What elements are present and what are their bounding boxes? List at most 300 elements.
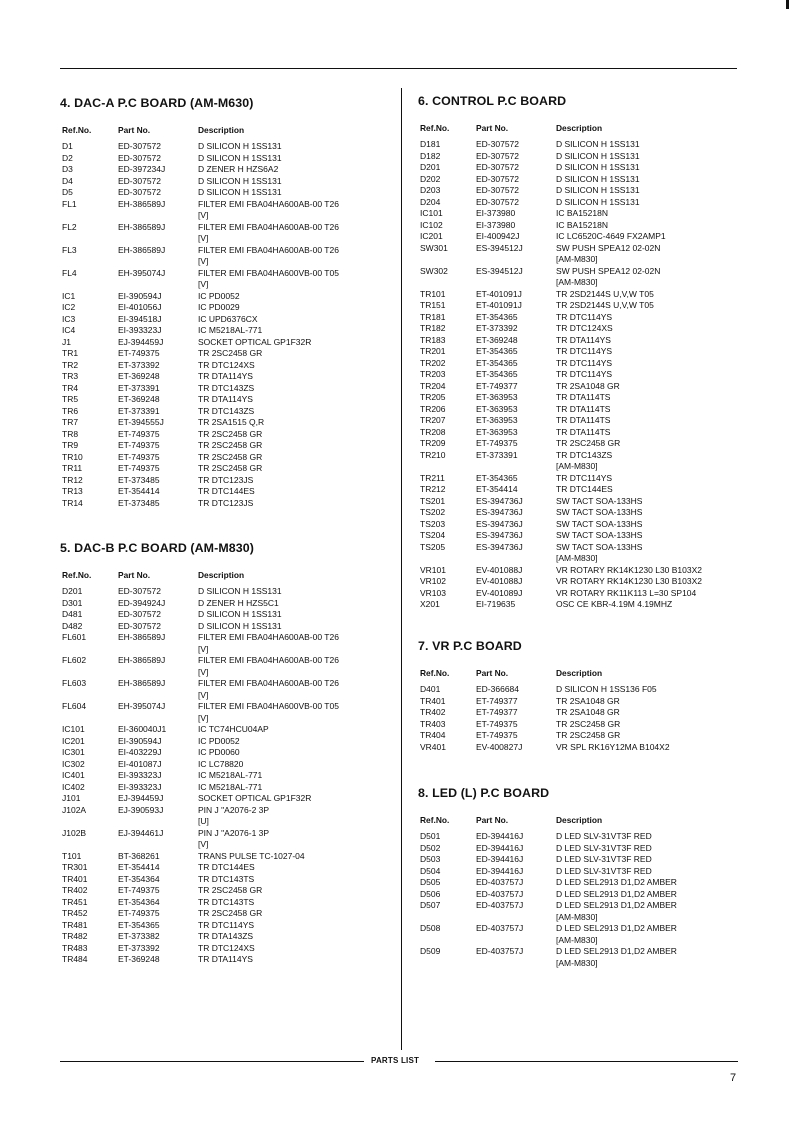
table-row [60, 325, 390, 337]
table-row-continuation [60, 690, 390, 702]
part-cell: ET-354365 [476, 311, 518, 322]
part-cell: EI-400942J [476, 231, 520, 241]
ref-cell: TR402 [62, 885, 88, 895]
table-row-continuation [60, 256, 390, 268]
col-desc-header: Description [556, 123, 603, 133]
table-row-continuation [60, 210, 390, 222]
table-row-continuation [60, 233, 390, 245]
col-ref-header: Ref.No. [62, 125, 92, 135]
part-cell: ET-363953 [476, 415, 518, 425]
description-cell: TR 2SC2458 GR [556, 730, 621, 740]
ref-cell: TR14 [62, 497, 83, 508]
ref-cell: TR451 [62, 896, 88, 907]
table-header [418, 123, 758, 134]
description-cell: IC BA15218N [556, 219, 608, 230]
ref-cell: TR151 [420, 300, 446, 310]
table-row [418, 415, 758, 427]
part-cell: ET-749375 [476, 730, 518, 740]
description-cell: SW PUSH SPEA12 02-02N [556, 242, 661, 253]
table-row [418, 831, 758, 843]
part-cell: EJ-394461J [118, 827, 164, 838]
table-row-continuation [60, 667, 390, 679]
ref-cell: FL1 [62, 198, 77, 209]
description-cell: IC M5218AL-771 [198, 781, 263, 792]
section-title: 4. DAC-A P.C BOARD (AM-M630) [60, 96, 254, 110]
part-cell: ET-373391 [118, 382, 160, 393]
ref-cell: FL4 [62, 267, 77, 278]
part-cell: EI-393323J [118, 770, 162, 780]
part-cell: EI-360040J1 [118, 724, 167, 734]
col-desc-header: Description [556, 815, 603, 825]
description-cell: TR DTC114YS [556, 311, 613, 322]
ref-cell: TR181 [420, 311, 446, 322]
table-header [60, 570, 390, 581]
ref-cell: TR209 [420, 438, 446, 448]
part-cell: ED-307572 [476, 150, 520, 161]
part-cell: ET-394555J [118, 417, 164, 427]
table-row [418, 300, 758, 312]
table-row [60, 291, 390, 303]
ref-cell: D201 [420, 162, 441, 172]
ref-cell: J102A [62, 804, 87, 815]
part-cell: ET-373485 [118, 497, 160, 508]
top-rule [60, 68, 737, 69]
ref-cell: TR206 [420, 403, 446, 414]
part-cell: EJ-394459J [118, 336, 164, 347]
description-cell: IC PD0029 [198, 302, 240, 312]
ref-cell: IC101 [420, 208, 443, 218]
part-cell: ET-749375 [118, 348, 160, 358]
part-cell: ED-307572 [476, 162, 520, 172]
description-cell: D LED SLV-31VT3F RED [556, 865, 652, 876]
ref-cell: TR482 [62, 931, 88, 941]
ref-cell: TR210 [420, 449, 446, 460]
table-row [60, 463, 390, 475]
description-cell: VR ROTARY RK14K1230 L30 B103X2 [556, 564, 703, 575]
table-row [418, 289, 758, 301]
col-ref-header: Ref.No. [62, 570, 92, 580]
description-cell: TR DTA114YS [198, 394, 253, 404]
description-cell: D LED SLV-31VT3F RED [556, 842, 652, 853]
part-cell: EI-373980 [476, 219, 516, 230]
description-cell: TR DTC114YS [556, 346, 613, 356]
col-part-header: Part No. [476, 815, 509, 825]
description-cell: FILTER EMI FBA04HA600AB-00 T26 [198, 221, 339, 232]
part-cell: ED-307572 [118, 175, 162, 186]
col-ref-header: Ref.No. [420, 668, 450, 678]
table-row [418, 151, 758, 163]
table-row [418, 719, 758, 731]
table-row [60, 417, 390, 429]
description-cell: TR DTC114YS [556, 357, 613, 368]
description-cell: D SILICON H 1SS131 [556, 150, 640, 161]
description-cell: FILTER EMI FBA04HA600AB-00 T26 [198, 244, 339, 255]
ref-cell: D3 [62, 164, 73, 174]
part-cell: ES-394736J [476, 495, 523, 506]
table-row [60, 176, 390, 188]
table-row [60, 851, 390, 863]
col-desc-header: Description [556, 668, 603, 678]
description-cell: [AM-M830] [556, 957, 598, 968]
table-row [60, 920, 390, 932]
description-cell: IC LC78820 [198, 758, 244, 769]
table-row [60, 586, 390, 598]
part-cell: ET-401091J [476, 288, 522, 299]
table-row-continuation [60, 644, 390, 656]
part-cell: EV-400827J [476, 741, 523, 752]
part-cell: ET-363953 [476, 426, 518, 437]
description-cell: D LED SEL2913 D1,D2 AMBER [556, 923, 677, 933]
ref-cell: D501 [420, 831, 441, 841]
description-cell: D SILICON H 1SS131 [198, 586, 282, 596]
part-cell: ET-369248 [476, 334, 518, 345]
ref-cell: D301 [62, 597, 83, 608]
ref-cell: IC2 [62, 302, 76, 312]
ref-cell: TR7 [62, 417, 79, 427]
table-row [60, 498, 390, 510]
table-row [60, 885, 390, 897]
col-part-header: Part No. [118, 125, 151, 135]
table-row [60, 736, 390, 748]
part-cell: EI-373980 [476, 208, 516, 218]
parts-table [418, 139, 758, 611]
table-row [60, 406, 390, 418]
part-cell: ET-373382 [118, 931, 160, 941]
description-cell: FILTER EMI FBA04HA600VB-00 T05 [198, 701, 339, 711]
ref-cell: TR208 [420, 426, 446, 437]
description-cell: D SILICON H 1SS136 F05 [556, 684, 657, 694]
description-cell: IC LC6520C-4649 FX2AMP1 [556, 231, 666, 241]
description-cell: FILTER EMI FBA04HA600AB-00 T26 [198, 655, 339, 665]
ref-cell: D507 [420, 900, 441, 910]
ref-cell: TR6 [62, 405, 79, 416]
ref-cell: TR202 [420, 357, 446, 368]
description-cell: VR SPL RK16Y12MA B104X2 [556, 741, 670, 752]
table-row [418, 162, 758, 174]
part-cell: ET-749375 [118, 428, 160, 439]
description-cell: [V] [198, 666, 209, 677]
ref-cell: TR10 [62, 451, 83, 462]
table-row [418, 381, 758, 393]
ref-cell: TR404 [420, 730, 446, 740]
description-cell: TR DTC143TS [198, 896, 255, 907]
ref-cell: IC201 [420, 231, 443, 241]
section-dac-b-board [60, 541, 390, 966]
ref-cell: D505 [420, 877, 441, 887]
ref-cell: J101 [62, 793, 81, 803]
part-cell: ET-363953 [476, 403, 518, 414]
description-cell: TR DTC123JS [198, 497, 254, 508]
part-cell: EH-386589J [118, 244, 166, 255]
col-ref-header: Ref.No. [420, 123, 450, 133]
table-row [60, 348, 390, 360]
description-cell: TR DTC124XS [198, 359, 255, 370]
table-row [60, 598, 390, 610]
description-cell: TR 2SA1048 GR [556, 380, 620, 391]
table-row [60, 383, 390, 395]
ref-cell: VR401 [420, 741, 446, 752]
part-cell: ET-354414 [118, 862, 160, 872]
description-cell: FILTER EMI FBA04HA600VB-00 T05 [198, 267, 339, 278]
table-row [418, 427, 758, 439]
table-row [418, 323, 758, 335]
description-cell: TR 2SC2458 GR [556, 718, 621, 729]
part-cell: ED-366684 [476, 684, 520, 694]
part-cell: EV-401088J [476, 576, 523, 586]
description-cell: D SILICON H 1SS131 [556, 162, 640, 172]
section-title: 6. CONTROL P.C BOARD [418, 94, 567, 108]
part-cell: EI-390594J [118, 735, 162, 746]
part-cell: EI-390594J [118, 290, 162, 301]
ref-cell: VR101 [420, 564, 446, 575]
table-row [418, 346, 758, 358]
ref-cell: IC1 [62, 290, 76, 301]
ref-cell: TR182 [420, 323, 446, 333]
description-cell: D SILICON H 1SS131 [198, 620, 282, 631]
part-cell: EH-386589J [118, 655, 166, 665]
description-cell: IC PD0052 [198, 735, 240, 746]
section-title: 7. VR P.C BOARD [418, 639, 522, 653]
table-row [418, 358, 758, 370]
page-number: 7 [730, 1072, 737, 1084]
ref-cell: D202 [420, 173, 441, 184]
ref-cell: X201 [420, 599, 440, 609]
table-row [418, 900, 758, 912]
part-cell: ED-307572 [118, 609, 162, 619]
description-cell: [AM-M830] [556, 553, 598, 563]
parts-table [60, 141, 390, 509]
table-row [418, 742, 758, 754]
ref-cell: TR12 [62, 474, 83, 485]
part-cell: EH-386589J [118, 221, 166, 232]
part-cell: EH-386589J [118, 198, 166, 209]
ref-cell: TR8 [62, 428, 79, 439]
ref-cell: IC4 [62, 325, 76, 335]
table-row [60, 655, 390, 667]
part-cell: ED-394416J [476, 854, 524, 864]
table-row [418, 450, 758, 462]
description-cell: [V] [198, 839, 209, 849]
part-cell: ET-373391 [118, 405, 160, 416]
table-row [60, 475, 390, 487]
ref-cell: TR483 [62, 942, 88, 953]
description-cell: TR DTC143ZS [556, 449, 613, 460]
description-cell: [AM-M830] [556, 254, 598, 264]
part-cell: ED-397234J [118, 164, 166, 174]
ref-cell: FL601 [62, 632, 87, 642]
part-cell: EI-393323J [118, 325, 162, 335]
ref-cell: TS203 [420, 518, 446, 529]
description-cell: TRANS PULSE TC-1027-04 [198, 850, 305, 861]
description-cell: D SILICON H 1SS131 [556, 196, 640, 207]
table-row [60, 701, 390, 713]
table-row [418, 588, 758, 600]
part-cell: BT-368261 [118, 850, 160, 861]
table-row [60, 486, 390, 498]
part-cell: ET-749375 [118, 451, 160, 462]
col-part-header: Part No. [476, 123, 509, 133]
table-row [60, 452, 390, 464]
part-cell: ET-749375 [118, 885, 160, 895]
part-cell: ET-749375 [118, 440, 160, 450]
part-cell: ES-394736J [476, 507, 523, 517]
part-cell: EI-403229J [118, 747, 162, 757]
description-cell: TR 2SD2144S U,V,W T05 [556, 288, 654, 299]
part-cell: ET-749375 [476, 438, 518, 448]
table-row [418, 854, 758, 866]
ref-cell: SW302 [420, 265, 448, 276]
part-cell: EV-401088J [476, 564, 523, 575]
ref-cell: TR204 [420, 380, 446, 391]
col-ref-header: Ref.No. [420, 815, 450, 825]
table-row [418, 946, 758, 958]
table-row [60, 268, 390, 280]
table-row [60, 897, 390, 909]
table-row [60, 245, 390, 257]
ref-cell: TR205 [420, 392, 446, 402]
table-row [418, 484, 758, 496]
part-cell: ET-749377 [476, 707, 518, 717]
table-row [60, 141, 390, 153]
description-cell: PIN J "A2076-1 3P [198, 827, 270, 838]
description-cell: FILTER EMI FBA04HA600AB-00 T26 [198, 678, 339, 688]
ref-cell: TS205 [420, 541, 446, 552]
parts-table [418, 831, 758, 969]
corner-mark [786, 0, 789, 9]
ref-cell: D481 [62, 609, 83, 619]
ref-cell: TR101 [420, 288, 446, 299]
ref-cell: TR5 [62, 394, 79, 404]
description-cell: TR 2SC2458 GR [198, 348, 263, 358]
table-row [60, 793, 390, 805]
part-cell: ED-394416J [476, 842, 524, 853]
part-cell: ES-394736J [476, 530, 523, 540]
description-cell: TR 2SA1048 GR [556, 707, 620, 717]
description-cell: D SILICON H 1SS131 [198, 175, 282, 186]
part-cell: ET-749375 [118, 908, 160, 918]
part-cell: ET-749377 [476, 380, 518, 391]
part-cell: ET-749375 [118, 463, 160, 473]
part-cell: EH-395074J [118, 267, 166, 278]
description-cell: [V] [198, 279, 209, 289]
ref-cell: FL3 [62, 244, 77, 255]
table-row [418, 530, 758, 542]
description-cell: TR 2SC2458 GR [198, 908, 263, 918]
part-cell: ED-394416J [476, 865, 524, 876]
part-cell: ED-307572 [118, 152, 162, 163]
ref-cell: TR9 [62, 440, 79, 450]
part-cell: ED-394924J [118, 597, 166, 608]
table-row [418, 684, 758, 696]
table-row [60, 621, 390, 633]
description-cell: SW PUSH SPEA12 02-02N [556, 265, 661, 276]
description-cell: TR 2SC2458 GR [198, 440, 263, 450]
table-row [60, 360, 390, 372]
table-row [418, 866, 758, 878]
part-cell: ET-749377 [476, 695, 518, 706]
table-row [60, 314, 390, 326]
table-row [60, 724, 390, 736]
table-row [60, 874, 390, 886]
footer-label: PARTS LIST [371, 1056, 420, 1065]
part-cell: EH-386589J [118, 678, 166, 688]
ref-cell: D401 [420, 684, 441, 694]
table-row [60, 908, 390, 920]
description-cell: [V] [198, 712, 209, 723]
table-row [418, 312, 758, 324]
description-cell: SW TACT SOA-133HS [556, 518, 643, 529]
table-row [60, 782, 390, 794]
description-cell: D ZENER H HZS6A2 [198, 164, 279, 174]
ref-cell: IC102 [420, 219, 443, 230]
part-cell: ET-373485 [118, 474, 160, 485]
part-cell: ET-373391 [476, 449, 518, 460]
description-cell: TR DTC114YS [198, 919, 255, 930]
part-cell: ED-403757J [476, 923, 524, 933]
description-cell: TR 2SA1515 Q,R [198, 417, 265, 427]
ref-cell: VR102 [420, 576, 446, 586]
description-cell: IC PD0052 [198, 290, 240, 301]
description-cell: SW TACT SOA-133HS [556, 495, 643, 506]
ref-cell: D506 [420, 888, 441, 899]
part-cell: EJ-390593J [118, 804, 164, 815]
description-cell: TR 2SC2458 GR [556, 438, 621, 448]
part-cell: ED-307572 [476, 196, 520, 207]
description-cell: OSC CE KBR-4.19M 4.19MHZ [556, 599, 673, 609]
part-cell: ED-307572 [118, 141, 162, 151]
table-row [418, 392, 758, 404]
section-dac-a-board [60, 96, 390, 509]
part-cell: EI-719635 [476, 599, 516, 609]
description-cell: TR DTA114YS [198, 371, 253, 381]
section-vr-board [418, 639, 758, 753]
description-cell: D LED SLV-31VT3F RED [556, 854, 652, 864]
table-row [60, 862, 390, 874]
part-cell: ES-394736J [476, 541, 523, 552]
description-cell: [V] [198, 233, 209, 243]
table-row [418, 243, 758, 255]
table-header [60, 125, 390, 136]
description-cell: D ZENER H HZS5C1 [198, 597, 279, 608]
part-cell: ET-373392 [118, 942, 160, 953]
table-row-continuation [418, 912, 758, 924]
part-cell: ET-354365 [476, 346, 518, 356]
ref-cell: IC201 [62, 735, 85, 746]
table-row [418, 707, 758, 719]
description-cell: D SILICON H 1SS131 [556, 173, 640, 184]
parts-table [60, 586, 390, 966]
table-row [60, 747, 390, 759]
description-cell: IC TC74HCU04AP [198, 724, 269, 734]
description-cell: TR DTA114TS [556, 426, 611, 437]
description-cell: [AM-M830] [556, 911, 598, 922]
description-cell: TR DTC144ES [198, 862, 255, 872]
table-row [418, 730, 758, 742]
part-cell: ET-354365 [476, 369, 518, 379]
part-cell: ET-354414 [118, 486, 160, 496]
part-cell: ET-354364 [118, 896, 160, 907]
description-cell: IC PD0060 [198, 747, 240, 757]
part-cell: ES-394512J [476, 265, 523, 276]
table-row [60, 222, 390, 234]
part-cell: EH-386589J [118, 632, 166, 642]
table-row-continuation [60, 279, 390, 291]
table-row [418, 208, 758, 220]
table-row-continuation [418, 553, 758, 565]
ref-cell: TR403 [420, 718, 446, 729]
description-cell: [AM-M830] [556, 461, 598, 471]
description-cell: TR DTA114TS [556, 403, 611, 414]
